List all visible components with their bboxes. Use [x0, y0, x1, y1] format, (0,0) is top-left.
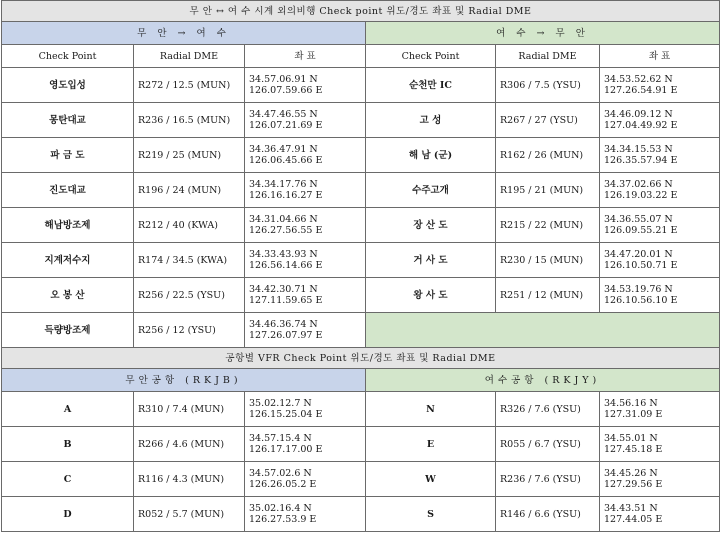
radial-dme: R052 / 5.7 (MUN) [134, 497, 245, 532]
coordinate [245, 173, 366, 208]
coordinate-latitude: 34.56.16 N [604, 398, 658, 409]
checkpoint-name: 수주고개 [366, 173, 496, 208]
coordinate [600, 392, 720, 427]
table-row [2, 278, 720, 313]
coordinate-latitude: 34.33.43.93 N [249, 249, 318, 260]
radial-dme: R256 / 12 (YSU) [134, 313, 245, 348]
radial-dme: R310 / 7.4 (MUN) [134, 392, 245, 427]
coordinate-latitude: 35.02.12.7 N [249, 398, 312, 409]
coordinate-longitude: 127.29.56 E [604, 479, 663, 490]
checkpoint-name: B [2, 427, 134, 462]
coordinate [245, 68, 366, 103]
coordinate [245, 103, 366, 138]
radial-dme: R195 / 21 (MUN) [496, 173, 600, 208]
coordinate-longitude: 126.17.17.00 E [249, 444, 323, 455]
table-row [2, 68, 720, 103]
checkpoint-name: C [2, 462, 134, 497]
checkpoint-name: 파 금 도 [2, 138, 134, 173]
coordinate-latitude: 34.45.26 N [604, 468, 658, 479]
coordinate [600, 427, 720, 462]
coordinate [600, 462, 720, 497]
coordinate-latitude: 34.57.15.4 N [249, 433, 312, 444]
vfr-checkpoint-table [1, 0, 720, 532]
coordinate-longitude: 126.19.03.22 E [604, 190, 678, 201]
coordinate-latitude: 34.47.20.01 N [604, 249, 673, 260]
coordinate-longitude: 127.44.05 E [604, 514, 663, 525]
coordinate [245, 427, 366, 462]
coordinate-latitude: 34.46.36.74 N [249, 319, 318, 330]
section-header-muan-to-yeosu: 무 안 → 여 수 [2, 22, 366, 45]
checkpoint-name: 오 봉 산 [2, 278, 134, 313]
checkpoint-name: S [366, 497, 496, 532]
checkpoint-name: 거 사 도 [366, 243, 496, 278]
coordinate [245, 278, 366, 313]
checkpoint-name: A [2, 392, 134, 427]
coordinate-longitude: 126.56.14.66 E [249, 260, 323, 271]
coordinate [600, 278, 720, 313]
coordinate [245, 392, 366, 427]
checkpoint-name: 해남방조제 [2, 208, 134, 243]
coordinate-latitude: 34.36.55.07 N [604, 214, 673, 225]
coordinate [600, 497, 720, 532]
coordinate-longitude: 126.27.56.55 E [249, 225, 323, 236]
table-row [2, 243, 720, 278]
coordinate-longitude: 127.26.54.91 E [604, 85, 678, 96]
radial-dme: R116 / 4.3 (MUN) [134, 462, 245, 497]
section-title-airport-vfr: 공항별 VFR Check Point 위도/경도 좌표 및 Radial DME [2, 348, 720, 369]
column-header-checkpoint: Check Point [2, 45, 134, 68]
section-header-yeosu-to-muan: 여 수 → 무 안 [366, 22, 720, 45]
checkpoint-name: 장 산 도 [366, 208, 496, 243]
coordinate [245, 243, 366, 278]
radial-dme: R219 / 25 (MUN) [134, 138, 245, 173]
coordinate-longitude: 126.27.53.9 E [249, 514, 317, 525]
coordinate-longitude: 126.07.21.69 E [249, 120, 323, 131]
coordinate-latitude: 34.34.17.76 N [249, 179, 318, 190]
coordinate-longitude: 126.15.25.04 E [249, 409, 323, 420]
coordinate-longitude: 127.31.09 E [604, 409, 663, 420]
coordinate-latitude: 34.37.02.66 N [604, 179, 673, 190]
coordinate [600, 138, 720, 173]
radial-dme: R326 / 7.6 (YSU) [496, 392, 600, 427]
checkpoint-name: 몽탄대교 [2, 103, 134, 138]
coordinate-longitude: 127.45.18 E [604, 444, 663, 455]
radial-dme: R267 / 27 (YSU) [496, 103, 600, 138]
table-row [2, 138, 720, 173]
radial-dme: R196 / 24 (MUN) [134, 173, 245, 208]
coordinate-longitude: 126.07.59.66 E [249, 85, 323, 96]
checkpoint-name: D [2, 497, 134, 532]
coordinate-longitude: 126.16.16.27 E [249, 190, 323, 201]
table-row [2, 45, 720, 68]
coordinate-latitude: 34.47.46.55 N [249, 109, 318, 120]
radial-dme: R251 / 12 (MUN) [496, 278, 600, 313]
checkpoint-name: 영도입성 [2, 68, 134, 103]
coordinate-latitude: 34.36.47.91 N [249, 144, 318, 155]
radial-dme: R306 / 7.5 (YSU) [496, 68, 600, 103]
coordinate [600, 173, 720, 208]
section-header-yeosu-airport: 여수공항 (RKJY) [366, 369, 720, 392]
coordinate-longitude: 127.11.59.65 E [249, 295, 323, 306]
checkpoint-name: 득량방조제 [2, 313, 134, 348]
section-header-muan-airport: 무안공항 (RKJB) [2, 369, 366, 392]
coordinate-longitude: 126.06.45.66 E [249, 155, 323, 166]
coordinate [600, 243, 720, 278]
coordinate-latitude: 34.43.51 N [604, 503, 658, 514]
radial-dme: R272 / 12.5 (MUN) [134, 68, 245, 103]
coordinate [245, 138, 366, 173]
column-header-coordinate: 좌 표 [600, 45, 720, 68]
coordinate [245, 313, 366, 348]
table-row [2, 208, 720, 243]
table-row [2, 348, 720, 369]
coordinate [245, 497, 366, 532]
radial-dme: R055 / 6.7 (YSU) [496, 427, 600, 462]
coordinate-longitude: 127.04.49.92 E [604, 120, 678, 131]
checkpoint-name: 왕 사 도 [366, 278, 496, 313]
coordinate [600, 68, 720, 103]
empty-cell [366, 313, 720, 348]
coordinate-longitude: 126.10.50.71 E [604, 260, 678, 271]
table-row [2, 497, 720, 532]
column-header-radial-dme: Radial DME [134, 45, 245, 68]
radial-dme: R230 / 15 (MUN) [496, 243, 600, 278]
column-header-checkpoint: Check Point [366, 45, 496, 68]
radial-dme: R266 / 4.6 (MUN) [134, 427, 245, 462]
table-row [2, 173, 720, 208]
radial-dme: R146 / 6.6 (YSU) [496, 497, 600, 532]
checkpoint-name: N [366, 392, 496, 427]
coordinate [600, 103, 720, 138]
column-header-radial-dme: Radial DME [496, 45, 600, 68]
coordinate-latitude: 34.42.30.71 N [249, 284, 318, 295]
coordinate-latitude: 35.02.16.4 N [249, 503, 312, 514]
coordinate-longitude: 126.26.05.2 E [249, 479, 317, 490]
coordinate-longitude: 127.26.07.97 E [249, 330, 323, 341]
checkpoint-name: 해 남 (군) [366, 138, 496, 173]
checkpoint-name: 진도대교 [2, 173, 134, 208]
table-row [2, 22, 720, 45]
table-row [2, 369, 720, 392]
coordinate-latitude: 34.57.06.91 N [249, 74, 318, 85]
table-row [2, 1, 720, 22]
radial-dme: R162 / 26 (MUN) [496, 138, 600, 173]
coordinate-latitude: 34.53.19.76 N [604, 284, 673, 295]
column-header-coordinate: 좌 표 [245, 45, 366, 68]
checkpoint-name: 고 성 [366, 103, 496, 138]
checkpoint-name: W [366, 462, 496, 497]
table-row [2, 313, 720, 348]
coordinate [245, 462, 366, 497]
table-row [2, 103, 720, 138]
radial-dme: R174 / 34.5 (KWA) [134, 243, 245, 278]
coordinate-latitude: 34.57.02.6 N [249, 468, 312, 479]
coordinate-latitude: 34.34.15.53 N [604, 144, 673, 155]
checkpoint-name: E [366, 427, 496, 462]
coordinate-latitude: 34.46.09.12 N [604, 109, 673, 120]
table-row [2, 392, 720, 427]
table-body [2, 1, 720, 532]
radial-dme: R236 / 7.6 (YSU) [496, 462, 600, 497]
checkpoint-name: 지계저수지 [2, 243, 134, 278]
radial-dme: R256 / 22.5 (YSU) [134, 278, 245, 313]
coordinate-latitude: 34.55.01 N [604, 433, 658, 444]
coordinate-longitude: 126.35.57.94 E [604, 155, 678, 166]
table-row [2, 462, 720, 497]
table-row [2, 427, 720, 462]
coordinate-longitude: 126.10.56.10 E [604, 295, 678, 306]
page-title: 무 안 ↔ 여 수 시계 외의비행 Check point 위도/경도 좌표 및 Radial DME [2, 1, 720, 22]
coordinate-longitude: 126.09.55.21 E [604, 225, 678, 236]
radial-dme: R215 / 22 (MUN) [496, 208, 600, 243]
radial-dme: R212 / 40 (KWA) [134, 208, 245, 243]
radial-dme: R236 / 16.5 (MUN) [134, 103, 245, 138]
coordinate-latitude: 34.31.04.66 N [249, 214, 318, 225]
coordinate [245, 208, 366, 243]
coordinate-latitude: 34.53.52.62 N [604, 74, 673, 85]
checkpoint-name: 순천만 IC [366, 68, 496, 103]
coordinate [600, 208, 720, 243]
